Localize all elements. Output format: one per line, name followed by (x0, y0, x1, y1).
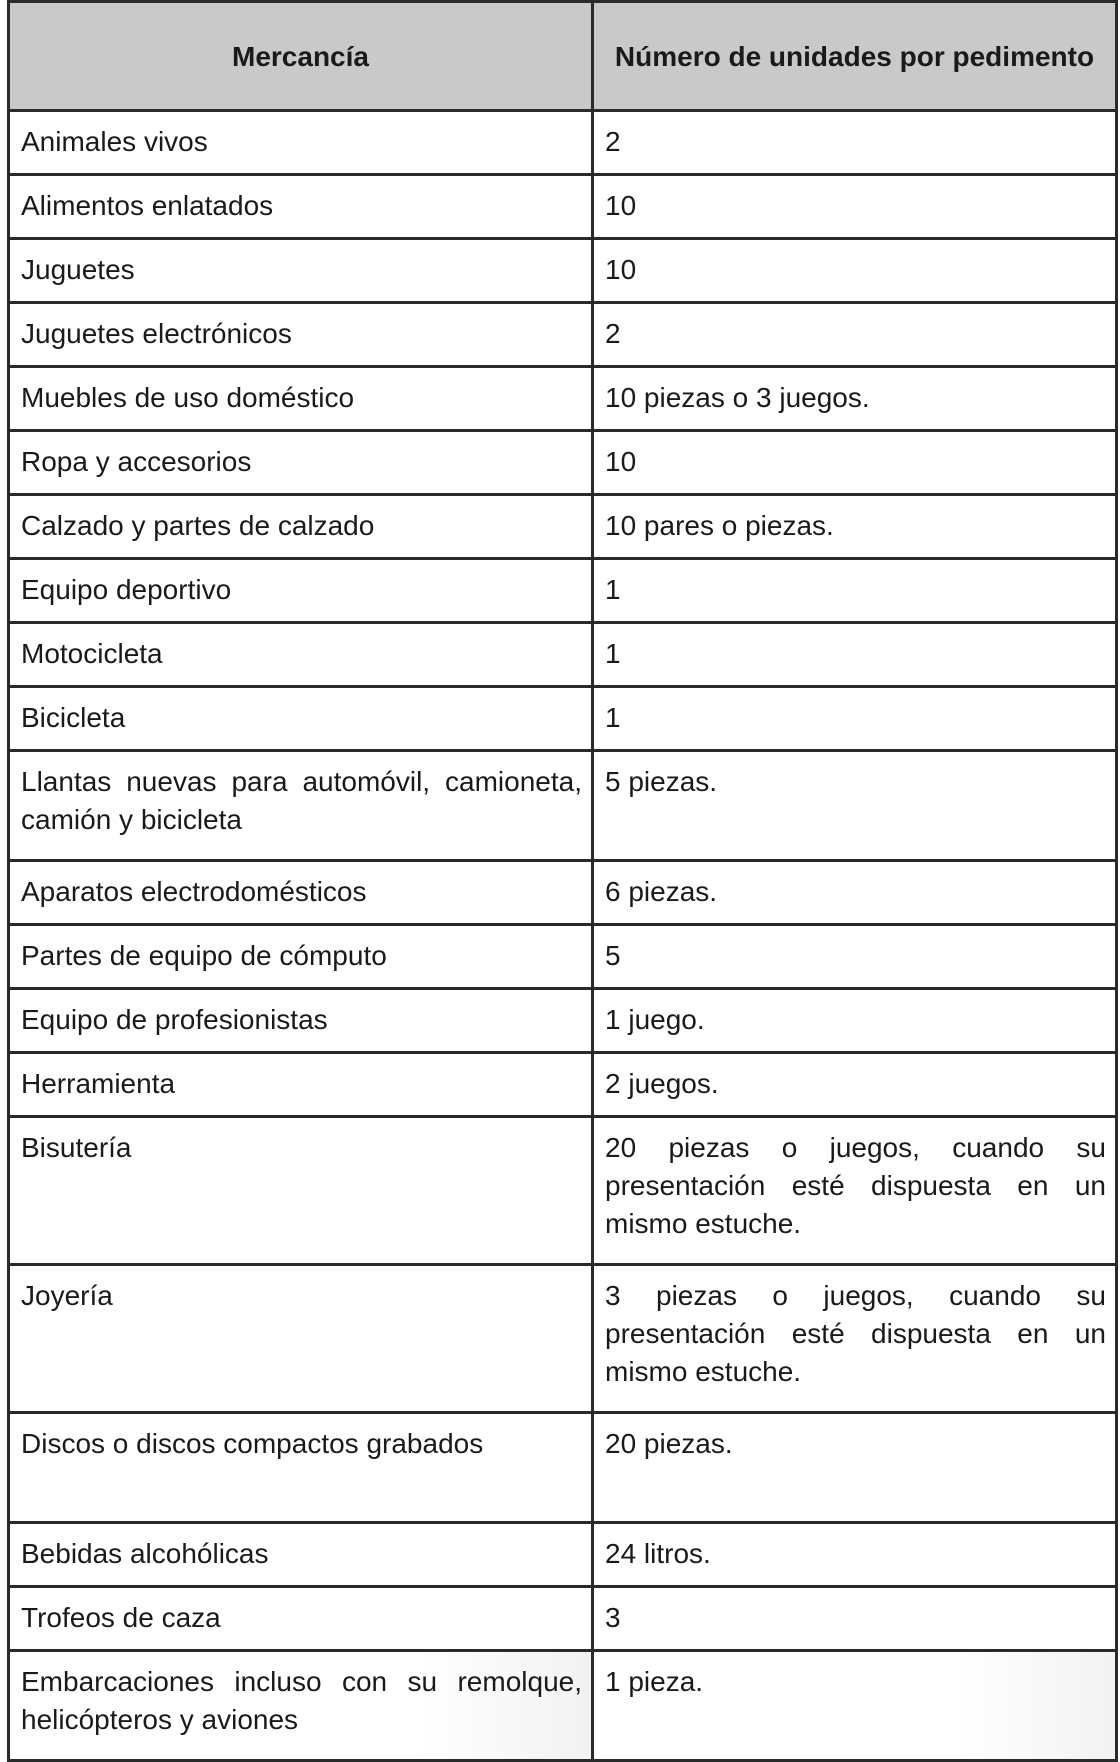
units-cell: 20 piezas. (593, 1413, 1117, 1523)
goods-cell: Aparatos electrodomésticos (9, 861, 593, 925)
goods-cell: Juguetes electrónicos (9, 303, 593, 367)
table-row (9, 495, 1117, 559)
goods-cell: Calzado y partes de calzado (9, 495, 593, 559)
units-cell: 6 piezas. (593, 861, 1117, 925)
table-row (9, 1587, 1117, 1651)
table-header-row (9, 2, 1117, 111)
table-row (9, 1053, 1117, 1117)
goods-cell: Partes de equipo de cómputo (9, 925, 593, 989)
table-row (9, 367, 1117, 431)
units-cell: 2 juegos. (593, 1053, 1117, 1117)
units-cell: 5 (593, 925, 1117, 989)
table-row (9, 925, 1117, 989)
goods-cell: Equipo de profesionistas (9, 989, 593, 1053)
goods-cell: Juguetes (9, 239, 593, 303)
units-cell: 3 piezas o juegos, cuando su presentación esté dispuesta en un mismo estuche. (593, 1265, 1117, 1413)
goods-cell: Bisutería (9, 1117, 593, 1265)
table-row (9, 1413, 1117, 1523)
goods-cell: Discos o discos compactos grabados (9, 1413, 593, 1523)
table-row (9, 111, 1117, 175)
units-cell: 10 pares o piezas. (593, 495, 1117, 559)
units-cell: 24 litros. (593, 1523, 1117, 1587)
units-cell: 5 piezas. (593, 751, 1117, 861)
header-goods: Mercancía (9, 2, 593, 111)
header-units: Número de unidades por pedimento (593, 2, 1117, 111)
goods-cell: Equipo deportivo (9, 559, 593, 623)
units-cell: 1 (593, 623, 1117, 687)
table-row (9, 687, 1117, 751)
table-row (9, 1523, 1117, 1587)
goods-units-table (7, 0, 1118, 1762)
units-cell: 1 (593, 687, 1117, 751)
table-row (9, 623, 1117, 687)
units-cell: 1 (593, 559, 1117, 623)
goods-cell: Joyería (9, 1265, 593, 1413)
goods-cell: Bebidas alcohólicas (9, 1523, 593, 1587)
units-cell: 3 (593, 1587, 1117, 1651)
table-row (9, 239, 1117, 303)
goods-cell: Embarcaciones incluso con su remolque, helicópteros y aviones (9, 1651, 593, 1761)
table-row (9, 431, 1117, 495)
table-row (9, 751, 1117, 861)
units-cell: 1 juego. (593, 989, 1117, 1053)
goods-cell: Trofeos de caza (9, 1587, 593, 1651)
table-row (9, 1117, 1117, 1265)
units-cell: 1 pieza. (593, 1651, 1117, 1761)
goods-cell: Muebles de uso doméstico (9, 367, 593, 431)
units-cell: 10 (593, 431, 1117, 495)
goods-cell: Llantas nuevas para automóvil, camioneta, camión y bicicleta (9, 751, 593, 861)
table-row (9, 175, 1117, 239)
goods-cell: Animales vivos (9, 111, 593, 175)
table-row (9, 861, 1117, 925)
units-cell: 2 (593, 111, 1117, 175)
goods-cell: Motocicleta (9, 623, 593, 687)
table-row (9, 989, 1117, 1053)
table-row (9, 303, 1117, 367)
goods-cell: Ropa y accesorios (9, 431, 593, 495)
table-row (9, 559, 1117, 623)
units-cell: 10 (593, 239, 1117, 303)
units-cell: 10 piezas o 3 juegos. (593, 367, 1117, 431)
table-row (9, 1651, 1117, 1761)
table-row (9, 1265, 1117, 1413)
goods-cell: Alimentos enlatados (9, 175, 593, 239)
units-cell: 10 (593, 175, 1117, 239)
units-cell: 2 (593, 303, 1117, 367)
goods-cell: Bicicleta (9, 687, 593, 751)
units-cell: 20 piezas o juegos, cuando su presentación esté dispuesta en un mismo estuche. (593, 1117, 1117, 1265)
goods-cell: Herramienta (9, 1053, 593, 1117)
